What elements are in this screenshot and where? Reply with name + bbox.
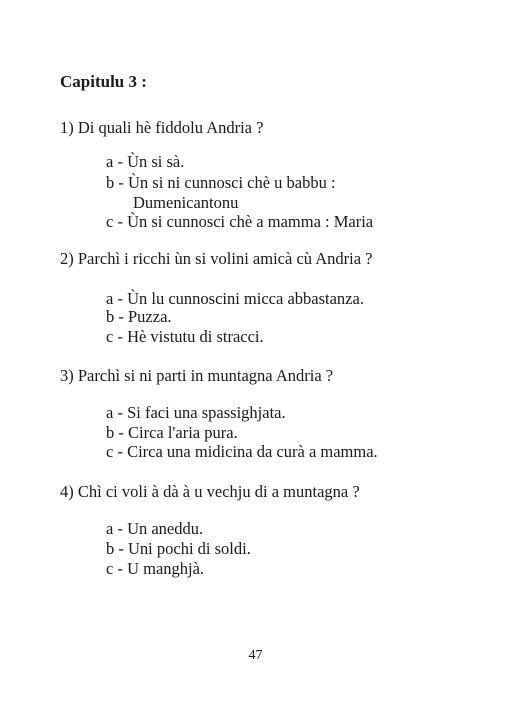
question-3-answer-a: a - Si faci una spassighjata. <box>106 403 286 422</box>
question-2-answer-c: c - Hè vistutu di stracci. <box>106 327 264 346</box>
question-3-answer-b: b - Circa l'aria pura. <box>106 423 238 442</box>
question-3-answer-c: c - Circa una midicina da curà a mamma. <box>106 442 378 461</box>
question-4-answer-c: c - U manghjà. <box>106 559 205 578</box>
question-1: 1) Di quali hè fiddolu Andria ? <box>60 118 264 137</box>
question-4-answer-a: a - Un aneddu. <box>106 519 204 538</box>
question-1-answer-c: c - Ùn si cunnosci chè a mamma : Maria <box>106 212 374 231</box>
question-4-answer-b: b - Uni pochi di soldi. <box>106 539 251 558</box>
question-4: 4) Chì ci voli à dà à u vechju di a muntagna ? <box>60 482 360 501</box>
question-1-answer-b-continued: Dumenicantonu <box>133 193 239 212</box>
question-2: 2) Parchì i ricchi ùn si volini amicà cù Andria ? <box>60 249 373 268</box>
question-1-answer-a: a - Ùn si sà. <box>106 152 185 171</box>
question-3: 3) Parchì si ni parti in muntagna Andria ? <box>60 366 334 385</box>
question-2-answer-a: a - Ùn lu cunnoscini micca abbastanza. <box>106 289 364 308</box>
chapter-title: Capitulu 3 : <box>60 72 147 91</box>
question-2-answer-b: b - Puzza. <box>106 307 172 326</box>
page-number: 47 <box>248 648 263 663</box>
question-1-answer-b: b - Ùn si ni cunnosci chè u babbu : <box>106 173 336 192</box>
